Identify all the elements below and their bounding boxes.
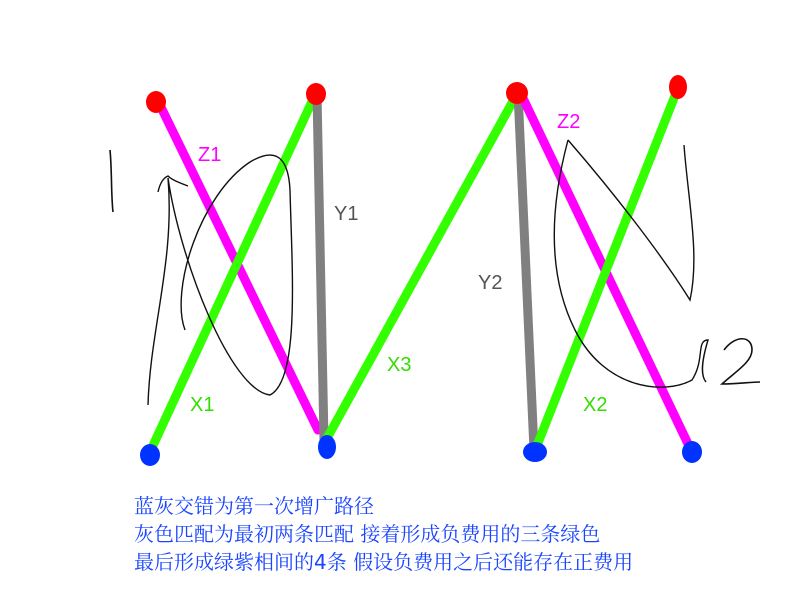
label-x1: X1 [190,394,215,416]
node-top-2 [306,83,326,105]
node-bottom-4 [682,441,702,463]
edge-y1 [317,95,324,440]
caption-line-2: 灰色匹配为最初两条匹配 接着形成负费用的三条绿色 [134,522,601,546]
node-top-4 [669,75,687,99]
node-top-3 [506,82,528,104]
edge-y2 [518,92,534,450]
label-x2: X2 [583,394,608,416]
caption-line-3: 最后形成绿紫相间的4条 假设负费用之后还能存在正费用 [134,550,634,574]
edge-x1 [150,95,315,452]
node-top-1 [146,91,166,113]
caption-line-1: 蓝灰交错为第一次增广路径 [134,494,374,518]
label-y1: Y1 [334,203,359,225]
node-bottom-2 [318,435,336,459]
caption [134,492,794,576]
label-y2: Y2 [478,272,503,294]
label-z1: Z1 [198,144,222,166]
node-bottom-1 [140,444,160,466]
edge-x3 [326,92,518,440]
label-x3: X3 [387,354,412,376]
handwritten-one [110,150,113,212]
label-z2: Z2 [557,111,581,133]
handwritten-two [722,339,760,384]
node-bottom-3 [523,442,547,462]
